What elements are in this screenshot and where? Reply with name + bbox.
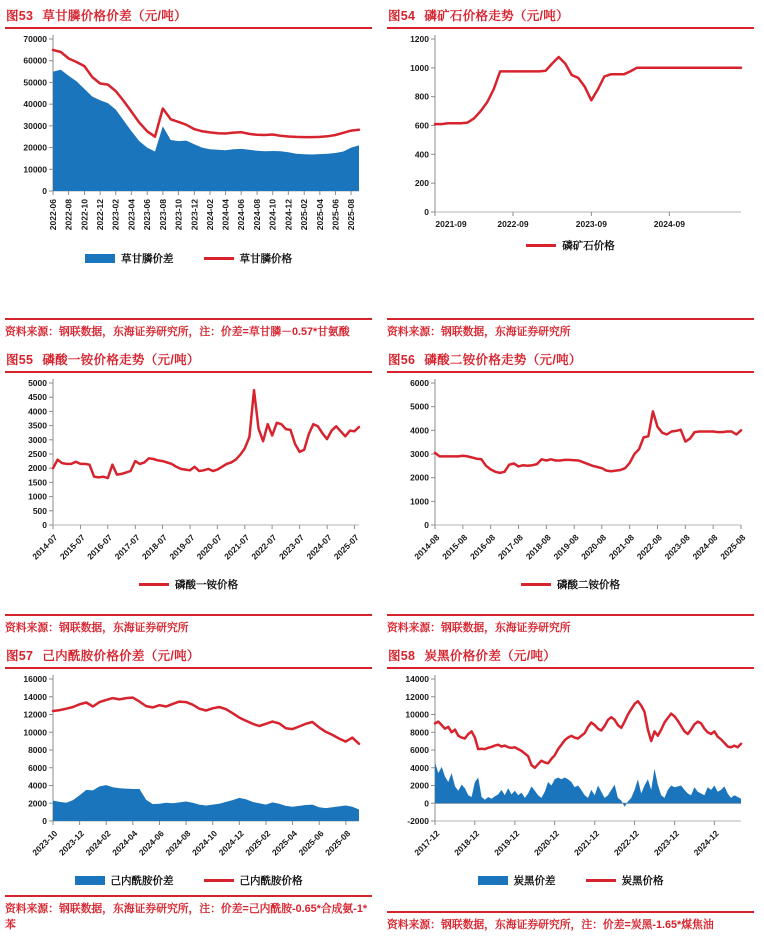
svg-text:12000: 12000 [404, 691, 429, 702]
figure-block-53 [0, 0, 382, 344]
data-source-note: 资料来源：钢联数据，东海证券研究所 [387, 621, 571, 634]
svg-text:10000: 10000 [404, 709, 429, 720]
line-series-swatch [204, 879, 234, 883]
area-series-swatch [478, 876, 508, 885]
line-series-swatch [204, 257, 234, 261]
figure-title [5, 646, 372, 664]
svg-text:1000: 1000 [409, 496, 429, 507]
figure-number: 图54 [388, 9, 416, 23]
svg-text:2024-07: 2024-07 [303, 532, 334, 562]
legend-item [521, 577, 620, 592]
chart-legend [5, 251, 372, 266]
svg-text:2023-07: 2023-07 [276, 532, 306, 562]
legend-label: 己内酰胺价差 [110, 875, 174, 887]
svg-text:10000: 10000 [22, 727, 47, 738]
svg-text:2024-08: 2024-08 [251, 198, 262, 231]
svg-text:2023-10: 2023-10 [172, 199, 183, 231]
figure-number: 图56 [388, 353, 416, 367]
svg-text:2500: 2500 [27, 449, 47, 459]
svg-text:40000: 40000 [22, 99, 47, 110]
glyphosate-price-spread-chart [7, 31, 371, 249]
svg-text:1200: 1200 [409, 34, 429, 44]
legend-label: 炭黑价格 [621, 875, 664, 887]
svg-text:2025-04: 2025-04 [314, 199, 325, 231]
svg-text:2022-12: 2022-12 [94, 199, 105, 231]
svg-text:12000: 12000 [22, 709, 47, 720]
title-underline [5, 27, 372, 29]
data-source-note: 资料来源：钢联数据，东海证券研究所 [387, 325, 571, 338]
svg-text:8000: 8000 [27, 745, 47, 755]
svg-text:2014-07: 2014-07 [29, 532, 59, 562]
chart-legend [5, 577, 372, 592]
svg-text:3000: 3000 [409, 449, 429, 459]
data-source-note: 资料来源：钢联数据，东海证券研究所，注：价差=炭黑-1.65*煤焦油 [387, 918, 714, 931]
svg-text:2017-12: 2017-12 [411, 828, 441, 858]
svg-text:4000: 4000 [409, 762, 429, 773]
svg-text:2014-08: 2014-08 [411, 532, 441, 562]
caprolactam-price-spread-chart [7, 671, 371, 871]
svg-text:2025-08: 2025-08 [717, 532, 747, 562]
title-underline [5, 371, 372, 373]
svg-text:2023-12: 2023-12 [56, 828, 86, 858]
svg-text:2016-08: 2016-08 [467, 532, 497, 562]
svg-text:2025-08: 2025-08 [345, 199, 356, 231]
chart-legend [387, 238, 754, 253]
map-price-chart [7, 375, 371, 575]
svg-text:600: 600 [414, 120, 429, 131]
svg-text:14000: 14000 [404, 674, 429, 684]
svg-text:2023-08: 2023-08 [157, 199, 168, 231]
figure-title [5, 6, 372, 24]
legend-label: 草甘膦价格 [239, 253, 292, 265]
svg-text:2018-08: 2018-08 [523, 532, 553, 562]
svg-text:0: 0 [423, 798, 429, 809]
svg-text:50000: 50000 [22, 77, 47, 88]
svg-text:2023-02: 2023-02 [110, 199, 121, 231]
figure-title [387, 6, 754, 24]
svg-text:2018-07: 2018-07 [139, 532, 169, 562]
svg-text:2024-10: 2024-10 [189, 828, 219, 858]
svg-text:2023-09: 2023-09 [575, 219, 607, 229]
svg-text:2023-04: 2023-04 [125, 199, 136, 231]
svg-text:2018-12: 2018-12 [451, 828, 481, 858]
svg-text:20000: 20000 [22, 142, 47, 153]
svg-text:2021-08: 2021-08 [606, 532, 636, 562]
svg-text:2020-08: 2020-08 [578, 532, 608, 562]
svg-text:800: 800 [414, 91, 429, 102]
data-source-note: 资料来源：钢联数据，东海证券研究所，注：价差=己内酰胺-0.65*合成氨-1*苯 [5, 902, 368, 931]
legend-label: 磷酸一铵价格 [175, 579, 238, 591]
svg-text:4500: 4500 [27, 392, 47, 403]
figure-title-text: 己内酰胺价格价差（元/吨） [42, 649, 200, 663]
svg-text:4000: 4000 [409, 425, 429, 436]
figure-title [387, 350, 754, 368]
svg-text:200: 200 [414, 178, 429, 189]
title-underline [387, 27, 754, 29]
figure-title-text: 磷酸一铵价格走势（元/吨） [42, 353, 200, 367]
svg-text:2024-04: 2024-04 [109, 828, 139, 858]
legend-label: 己内酰胺价格 [239, 875, 303, 887]
svg-text:2025-02: 2025-02 [298, 199, 309, 231]
svg-text:1000: 1000 [409, 62, 429, 73]
svg-text:2020-12: 2020-12 [531, 828, 561, 858]
figure-title-text: 磷矿石价格走势（元/吨） [424, 9, 569, 23]
svg-text:2024-12: 2024-12 [282, 199, 293, 231]
line-series-swatch [521, 583, 551, 587]
svg-text:2000: 2000 [27, 463, 47, 474]
figure-block-56 [382, 344, 764, 640]
line-series-swatch [139, 583, 169, 587]
svg-text:2024-12: 2024-12 [691, 828, 721, 858]
phosphate-rock-price-chart [389, 31, 753, 236]
svg-text:2024-09: 2024-09 [653, 219, 685, 229]
title-underline [387, 667, 754, 669]
svg-text:2019-08: 2019-08 [551, 532, 581, 562]
svg-text:2022-08: 2022-08 [63, 199, 74, 231]
chart-legend [387, 577, 754, 592]
legend-item [478, 873, 556, 888]
svg-text:0: 0 [41, 520, 47, 530]
svg-text:70000: 70000 [22, 34, 47, 44]
svg-text:2022-12: 2022-12 [611, 828, 641, 858]
svg-text:2023-08: 2023-08 [662, 532, 692, 562]
svg-text:2025-06: 2025-06 [295, 828, 326, 858]
svg-text:2000: 2000 [27, 798, 47, 809]
data-source-note: 资料来源：钢联数据，东海证券研究所 [5, 621, 189, 634]
svg-text:5000: 5000 [27, 378, 47, 388]
svg-text:3500: 3500 [27, 420, 47, 431]
area-series-swatch [75, 876, 105, 885]
line-series-swatch [586, 879, 616, 883]
figure-block-58 [382, 640, 764, 937]
svg-text:1500: 1500 [27, 477, 47, 488]
chart-legend [5, 873, 372, 888]
svg-text:2021-12: 2021-12 [571, 828, 601, 858]
svg-text:-2000: -2000 [406, 816, 429, 826]
svg-text:2025-06: 2025-06 [329, 199, 340, 231]
figure-title [5, 350, 372, 368]
legend-label: 磷酸二铵价格 [557, 579, 620, 591]
svg-text:2023-10: 2023-10 [29, 828, 59, 858]
svg-text:2024-02: 2024-02 [83, 828, 113, 858]
figure-block-57 [0, 640, 382, 937]
svg-text:2024-08: 2024-08 [162, 828, 193, 858]
svg-text:3000: 3000 [27, 434, 47, 445]
svg-text:2019-12: 2019-12 [491, 828, 521, 858]
legend-label: 磷矿石价格 [562, 240, 615, 252]
svg-text:2025-04: 2025-04 [269, 828, 299, 858]
svg-text:2023-12: 2023-12 [188, 199, 199, 231]
svg-text:6000: 6000 [409, 378, 429, 388]
svg-text:2025-07: 2025-07 [331, 532, 361, 562]
svg-text:2015-08: 2015-08 [439, 532, 469, 562]
line-series-swatch [526, 244, 556, 248]
chart-legend [387, 873, 754, 888]
figure-title-text: 草甘膦价格价差（元/吨） [42, 9, 187, 23]
svg-text:2025-02: 2025-02 [242, 828, 272, 858]
svg-text:14000: 14000 [22, 691, 47, 702]
svg-text:2020-07: 2020-07 [194, 532, 224, 562]
svg-text:2021-09: 2021-09 [434, 219, 467, 229]
figure-title [387, 646, 754, 664]
svg-text:2024-10: 2024-10 [267, 199, 278, 231]
svg-text:60000: 60000 [22, 55, 47, 66]
data-source-note: 资料来源：钢联数据，东海证券研究所，注：价差=草甘膦－0.57*甘氨酸 [5, 325, 350, 338]
svg-text:0: 0 [41, 816, 47, 826]
svg-text:16000: 16000 [22, 674, 47, 684]
figure-title-text: 磷酸二铵价格走势（元/吨） [424, 353, 582, 367]
legend-item [526, 238, 615, 253]
svg-text:30000: 30000 [22, 120, 47, 131]
figure-title-text: 炭黑价格价差（元/吨） [424, 649, 557, 663]
svg-text:2022-08: 2022-08 [634, 532, 664, 562]
svg-text:2022-09: 2022-09 [496, 219, 529, 229]
svg-text:0: 0 [41, 186, 47, 196]
svg-text:2000: 2000 [409, 780, 429, 791]
svg-text:2015-07: 2015-07 [57, 532, 87, 562]
figure-number: 图57 [6, 649, 34, 663]
legend-label: 炭黑价差 [513, 875, 556, 887]
carbon-black-price-spread-chart [389, 671, 753, 871]
legend-item [204, 251, 293, 266]
legend-item [85, 251, 174, 266]
svg-text:5000: 5000 [409, 401, 429, 412]
svg-text:10000: 10000 [22, 164, 47, 175]
svg-text:4000: 4000 [27, 406, 47, 417]
svg-text:2024-08: 2024-08 [689, 532, 720, 562]
svg-text:2017-08: 2017-08 [495, 532, 525, 562]
svg-text:1000: 1000 [27, 491, 47, 502]
svg-text:400: 400 [414, 149, 429, 160]
figure-number: 图53 [6, 9, 34, 23]
svg-text:2024-06: 2024-06 [235, 199, 246, 231]
figure-block-54 [382, 0, 764, 344]
svg-text:2000: 2000 [409, 472, 429, 483]
svg-text:6000: 6000 [409, 745, 429, 755]
figure-block-55 [0, 344, 382, 640]
legend-item [586, 873, 664, 888]
svg-text:6000: 6000 [27, 762, 47, 773]
svg-text:2022-06: 2022-06 [47, 199, 58, 231]
svg-text:2022-07: 2022-07 [248, 532, 279, 562]
svg-text:2024-06: 2024-06 [136, 828, 166, 858]
svg-text:8000: 8000 [409, 727, 429, 738]
svg-text:0: 0 [423, 520, 429, 530]
svg-text:2024-02: 2024-02 [204, 199, 215, 231]
svg-text:2023-06: 2023-06 [141, 199, 152, 231]
svg-text:2019-07: 2019-07 [166, 532, 197, 562]
svg-text:2024-04: 2024-04 [220, 199, 231, 231]
svg-text:2024-12: 2024-12 [216, 828, 246, 858]
svg-text:2022-10: 2022-10 [79, 199, 90, 231]
svg-text:0: 0 [423, 207, 429, 217]
svg-text:2023-12: 2023-12 [651, 828, 681, 858]
svg-text:500: 500 [32, 505, 47, 516]
figure-number: 图58 [388, 649, 416, 663]
legend-label: 草甘膦价差 [121, 253, 174, 265]
svg-text:2017-07: 2017-07 [112, 532, 142, 562]
figure-number: 图55 [6, 353, 34, 367]
legend-item [139, 577, 238, 592]
title-underline [5, 667, 372, 669]
legend-item [75, 873, 174, 888]
dap-price-chart [389, 375, 753, 575]
title-underline [387, 371, 754, 373]
legend-item [204, 873, 303, 888]
area-series-swatch [85, 254, 115, 263]
svg-text:2025-08: 2025-08 [322, 828, 352, 858]
svg-text:2016-07: 2016-07 [84, 532, 114, 562]
svg-text:2021-07: 2021-07 [221, 532, 251, 562]
svg-text:4000: 4000 [27, 780, 47, 791]
